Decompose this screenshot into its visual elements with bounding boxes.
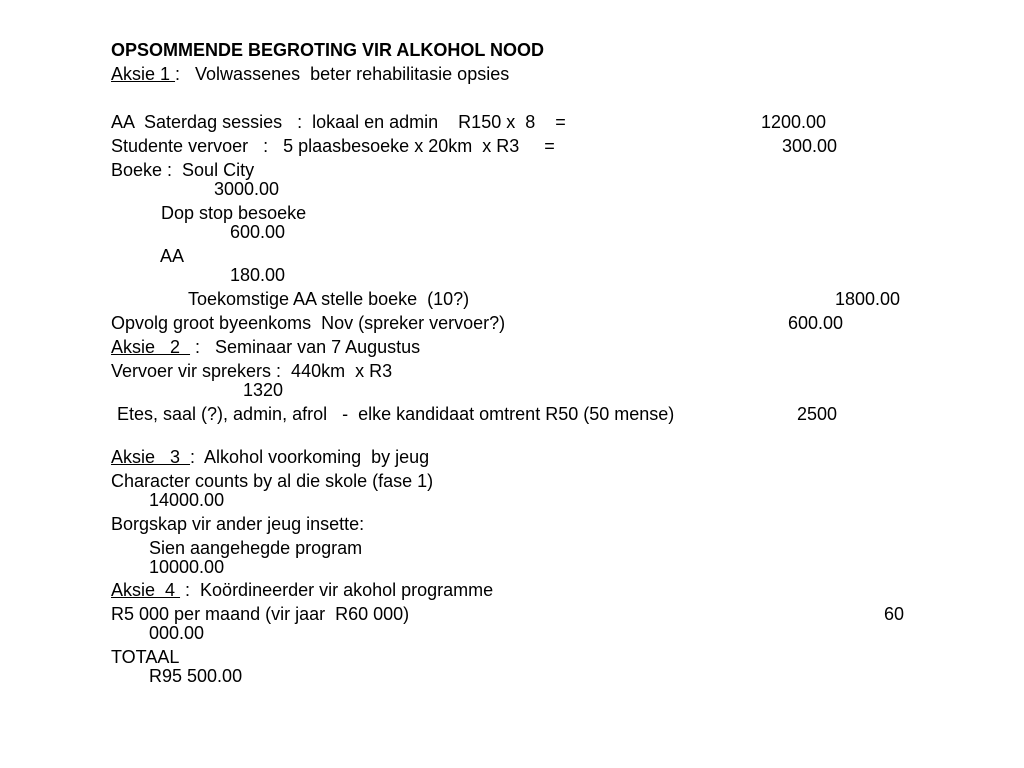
amount-vervoer-sprekers: 1320: [243, 380, 284, 400]
aksie4-description: : Koördineerder vir akohol programme: [180, 580, 494, 600]
amount-dop-stop: 600.00: [230, 222, 286, 242]
aksie1-label: Aksie 1: [111, 64, 176, 84]
line-toekomstige-aa: Toekomstige AA stelle boeke (10?): [188, 289, 470, 309]
aksie3-heading: [111, 447, 429, 467]
line-borgskap: Borgskap vir ander jeug insette:: [111, 514, 365, 534]
amount-studente-vervoer: 300.00: [782, 136, 838, 156]
amount-aa: 180.00: [230, 265, 286, 285]
amount-opvolg: 600.00: [788, 313, 844, 333]
amount-boeke-soul-city: 3000.00: [214, 179, 280, 199]
line-aa-saterdag: AA Saterdag sessies : lokaal en admin R150 x 8 =: [111, 112, 566, 132]
amount-sien-aangehegde: 10000.00: [149, 557, 225, 577]
amount-character-counts: 14000.00: [149, 490, 225, 510]
aksie3-description: : Alkohol voorkoming by jeug: [190, 447, 430, 467]
aksie2-label: Aksie 2: [111, 337, 191, 357]
amount-r5000-part-b: 000.00: [149, 623, 205, 643]
aksie1-description: : Volwassenes beter rehabilitasie opsies: [175, 64, 510, 84]
line-vervoer-sprekers: Vervoer vir sprekers : 440km x R3: [111, 361, 393, 381]
line-aa: AA: [160, 246, 185, 266]
line-etes-saal: Etes, saal (?), admin, afrol - elke kandidaat omtrent R50 (50 mense): [117, 404, 675, 424]
line-sien-aangehegde: Sien aangehegde program: [149, 538, 363, 558]
aksie4-heading: [111, 580, 493, 600]
aksie2-description: : Seminaar van 7 Augustus: [190, 337, 421, 357]
amount-aa-saterdag: 1200.00: [761, 112, 827, 132]
line-boeke-soul-city: Boeke : Soul City: [111, 160, 255, 180]
line-r5000-per-maand: R5 000 per maand (vir jaar R60 000): [111, 604, 410, 624]
line-studente-vervoer: Studente vervoer : 5 plaasbesoeke x 20km x R3 =: [111, 136, 555, 156]
totaal-label: TOTAAL: [111, 647, 180, 667]
totaal-amount: R95 500.00: [149, 666, 243, 686]
line-character-counts: Character counts by al die skole (fase 1): [111, 471, 434, 491]
aksie3-label: Aksie 3: [111, 447, 191, 467]
amount-etes-saal: 2500: [797, 404, 838, 424]
page-title: OPSOMMENDE BEGROTING VIR ALKOHOL NOOD: [111, 40, 545, 60]
amount-r5000-part-a: 60: [884, 604, 905, 624]
aksie2-heading: [111, 337, 420, 357]
line-opvolg: Opvolg groot byeenkoms Nov (spreker vervoer?): [111, 313, 506, 333]
aksie1-heading: [111, 64, 509, 84]
amount-toekomstige-aa: 1800.00: [835, 289, 901, 309]
aksie4-label: Aksie 4: [111, 580, 181, 600]
line-dop-stop: Dop stop besoeke: [161, 203, 307, 223]
